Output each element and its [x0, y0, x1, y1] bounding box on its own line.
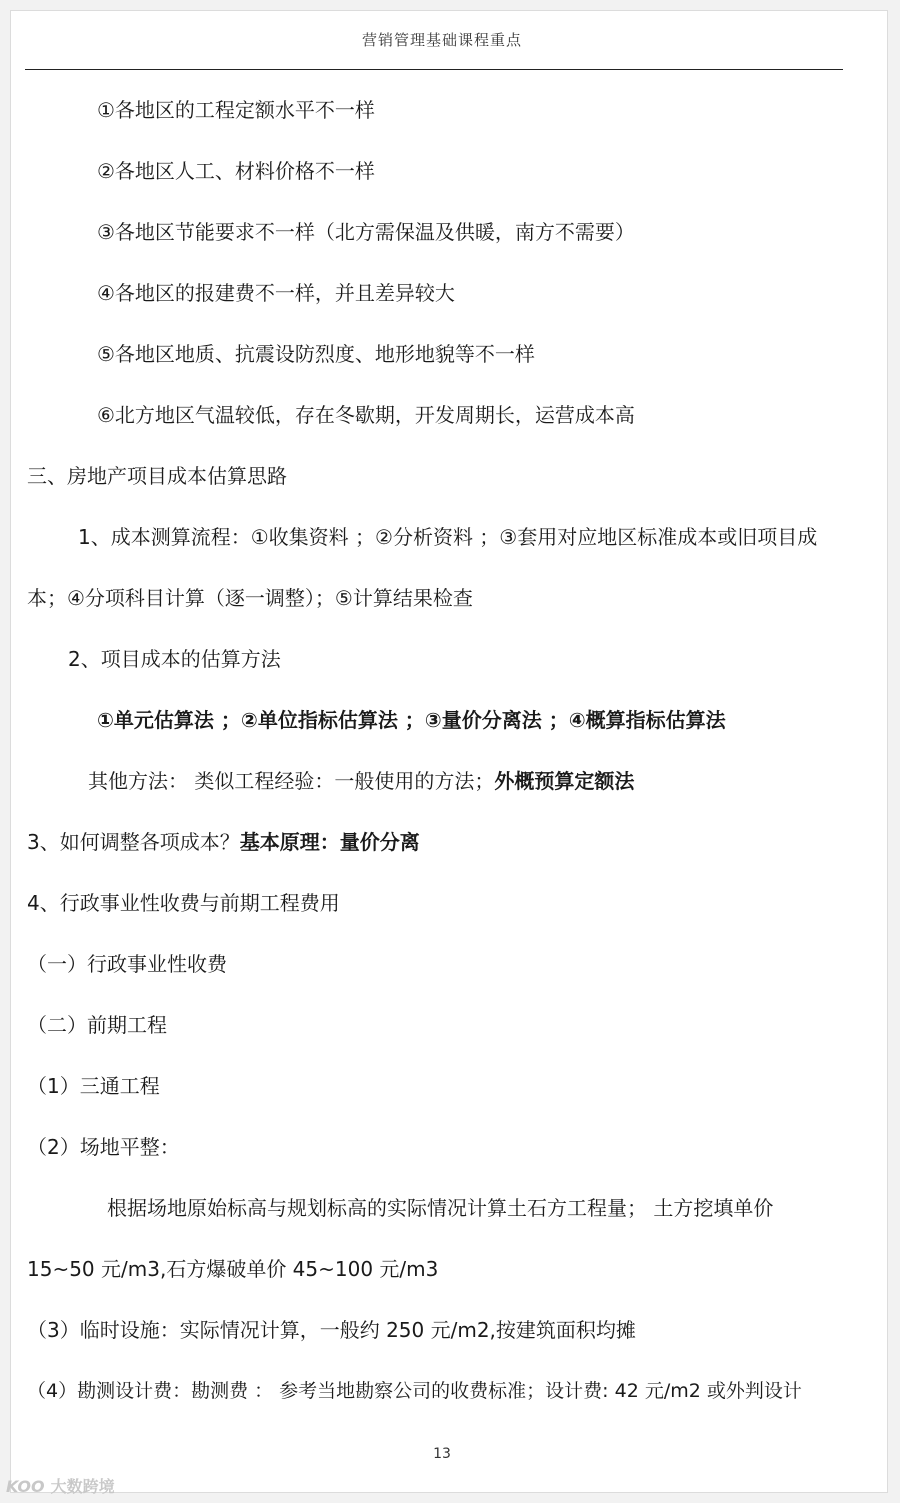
- subheading: 2、项目成本的估算方法: [68, 647, 281, 671]
- text-line: ④各地区的报建费不一样，并且差异较大: [97, 281, 455, 305]
- text-line: ①各地区的工程定额水平不一样: [97, 98, 375, 122]
- header-divider: [25, 69, 843, 70]
- methods-list: ①单元估算法 ；②单位指标估算法 ；③量价分离法 ；④概算指标估算法: [97, 708, 726, 732]
- text-line: 1、成本测算流程：①收集资料 ；②分析资料 ；③套用对应地区标准成本或旧项目成: [78, 525, 818, 549]
- text-line: ⑥北方地区气温较低，存在冬歇期，开发周期长，运营成本高: [97, 403, 635, 427]
- adjust-principle: 基本原理：量价分离: [239, 830, 420, 854]
- section-heading: 三、房地产项目成本估算思路: [27, 464, 287, 488]
- text-line: ⑤各地区地质、抗震设防烈度、地形地貌等不一样: [97, 342, 535, 366]
- page-number: 13: [433, 1446, 451, 1462]
- text-line: 本；④分项科目计算（逐一调整）；⑤计算结果检查: [27, 586, 473, 610]
- document-page: [10, 10, 888, 1493]
- text-line: （1）三通工程: [27, 1074, 160, 1098]
- page-header: 营销管理基础课程重点: [361, 31, 522, 49]
- text-line: （3）临时设施：实际情况计算，一般约 250 元/m2,按建筑面积均摊: [27, 1318, 636, 1342]
- text-line: 根据场地原始标高与规划标高的实际情况计算土石方工程量； 土方挖填单价: [107, 1196, 774, 1220]
- text-line: [27, 829, 420, 855]
- text-line: （4）勘测设计费：勘测费 ： 参考当地勘察公司的收费标准；设计费: 42 元/m2 或外判设计: [27, 1380, 802, 1402]
- watermark-text: 大数跨境: [50, 1477, 115, 1496]
- other-methods-bold: 外概预算定额法: [494, 769, 635, 793]
- adjust-question: 3、如何调整各项成本？: [27, 830, 240, 854]
- text-line: （一）行政事业性收费: [27, 952, 227, 976]
- text-line: （二）前期工程: [27, 1013, 167, 1037]
- text-line: 15~50 元/m3,石方爆破单价 45~100 元/m3: [27, 1257, 439, 1281]
- text-line: ②各地区人工、材料价格不一样: [97, 159, 375, 183]
- text-line: [88, 768, 634, 794]
- text-line: 4、行政事业性收费与前期工程费用: [27, 891, 340, 915]
- text-line: ③各地区节能要求不一样（北方需保温及供暖，南方不需要）: [97, 220, 635, 244]
- watermark-logo: KOO: [6, 1477, 45, 1496]
- watermark: [6, 1474, 115, 1497]
- text-line: （2）场地平整：: [27, 1135, 180, 1159]
- other-methods-text: 其他方法： 类似工程经验：一般使用的方法；: [88, 769, 495, 793]
